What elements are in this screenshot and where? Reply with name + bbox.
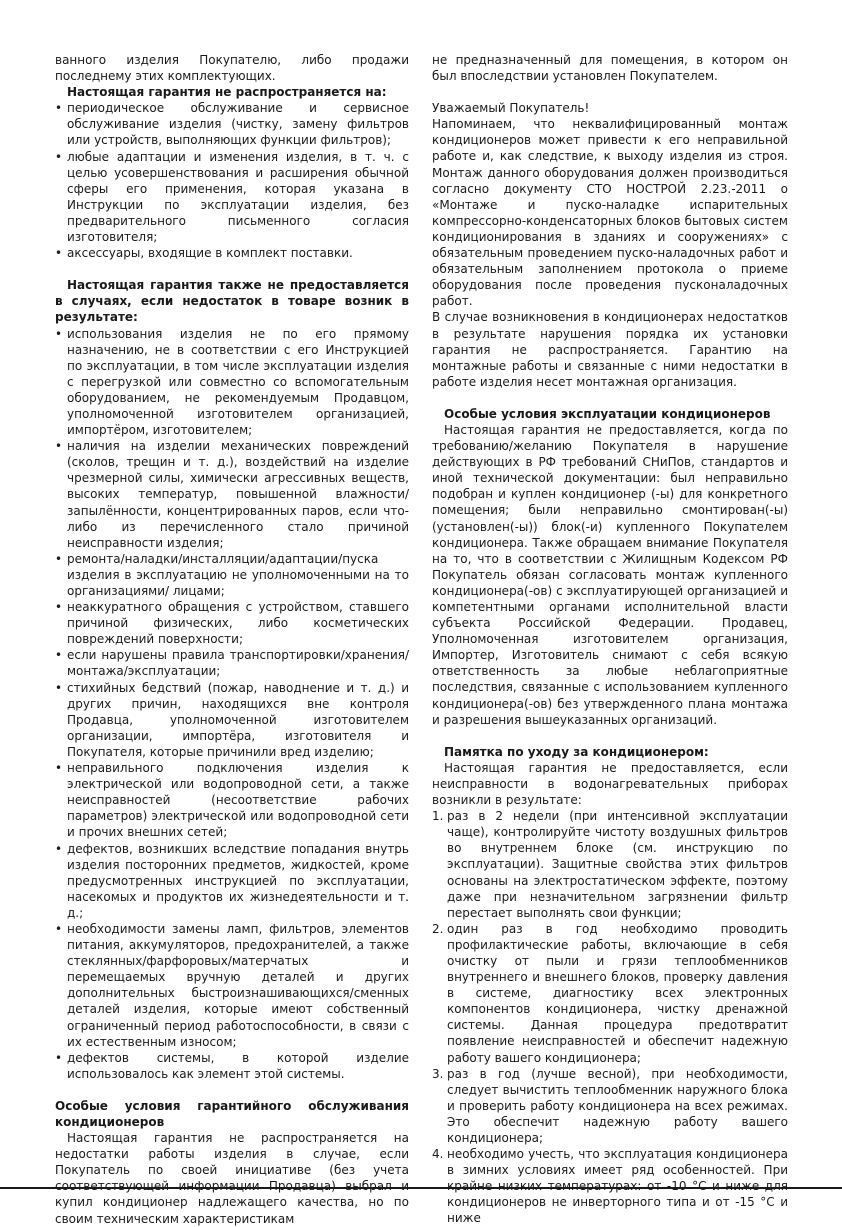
heading-ac-operation: Особые условия эксплуатации кондиционеров	[444, 406, 771, 421]
list-item: • любые адаптации и изменения изделия, в т. ч. с целью усовершенствования и расширения обычной сферы его применения, которая указана в Инструкции по эксплуатации изделия, без предварительного письменного согласия изготовителя;	[55, 149, 409, 246]
right-continuation-paragraph: не предназначенный для помещения, в котором он был впоследствии установлен Покупателем.	[432, 53, 788, 84]
list-item: • периодическое обслуживание и сервисное обслуживание изделия (чистку, замену фильтров или устройств, выполняющих функции фильтров);	[55, 100, 409, 148]
list-item: • дефектов, возникших вследствие попадания внутрь изделия посторонних предметов, жидкостей, кроме предусмотренных инструкцией по эксплуатации, насекомых и продуктов их жизнедеятельности и т. д.;	[55, 841, 409, 921]
list-item-number: 2.	[432, 921, 444, 936]
list-item: • неаккуратного обращения с устройством, ставшего причиной физических, либо косметических повреждений поверхности;	[55, 599, 409, 647]
right-column	[432, 52, 788, 1227]
list-item: • дефектов системы, в которой изделие использовалось как элемент этой системы.	[55, 1050, 409, 1082]
list-item-number: 4.	[432, 1147, 444, 1162]
care-steps-list	[432, 808, 788, 1226]
heading-warranty-not-apply: Настоящая гарантия не распространяется на:	[67, 85, 387, 100]
list-item: • если нарушены правила транспортировки/хранения/ монтажа/эксплуатации;	[55, 647, 409, 679]
list-item	[432, 1066, 788, 1146]
list-item-text: необходимо учесть, что эксплуатация кондиционера в зимних условиях имеет ряд особенностей. При кондиционеров не инверторного типа и от -15 °С и ниже	[447, 1147, 788, 1226]
heading-ac-care: Памятка по уходу за кондиционером:	[444, 744, 709, 759]
left-column	[55, 52, 409, 1227]
list-item: • неправильного подключения изделия к электрической или водопроводной сети, а также неисправностей (несоответствие рабочих параметров) электрической или водопроводной сети и прочих внешних сетей;	[55, 760, 409, 840]
list-item: • стихийных бедствий (пожар, наводнение и т. д.) и других причин, находящихся вне контроля Продавца, уполномоченной изготовителем организации, импортёра, изготовителя и Покупателя, которые причинили вред изделию;	[55, 680, 409, 760]
defect-causes-list	[55, 326, 409, 1082]
list-item: • ремонта/наладки/инсталляции/адаптации/пуска изделия в эксплуатацию не уполномоченными на то организациями/ лицами;	[55, 551, 409, 599]
list-item: • наличия на изделии механических повреждений (сколов, трещин и т. д.), воздействий на изделие чрезмерной силы, химически агрессивных веществ, высоких температур, повышенной влажности/запылённости, концентрированных паров, если что-либо из перечисленного стало причиной неисправности изделия;	[55, 438, 409, 551]
installation-reminder-paragraph: Напоминаем, что неквалифицированный монтаж кондиционеров может привести к его неправильной работе и, как следствие, к выходу изделия из строя. Монтаж данного оборудования должен производиться согласно документу СТО НОСТРОЙ 2.23.-2011 о «Монтаже и пуско-наладке испарительных компрессорно-конденсаторных блоков бытовых систем кондиционирования в зданиях и сооружениях» с обязательным проведением пуско-наладочных работ и обязательным заполнением протокола о приеме оборудования после проведения пусконаладочных работ.	[432, 117, 788, 309]
list-item-text: раз в год (лучше весной), при необходимости, следует вычистить теплообменник наружного блока и проверить работу кондиционера на всех режимах. Это обеспечит надежную работу вашего кондиционера;	[447, 1066, 788, 1145]
bottom-rule	[0, 1187, 842, 1189]
list-item-text: один раз в год необходимо проводить профилактические работы, включающие в себя очистку от пыли и грязи теплообменников внутреннего и внешнего блоков, проверку давления в системе, диагностику всех электронных компонентов кондиционера, чистку дренажной системы. Данная процедура предотвратит появление неисправностей и обеспечит надежную работу вашего кондиционера;	[447, 921, 788, 1065]
list-item	[432, 808, 788, 921]
list-item: • необходимости замены ламп, фильтров, элементов питания, аккумуляторов, предохранителей, а также стеклянных/фарфоровых/матерчатых и перемещаемых вручную деталей и других дополнительных быстроизнашивающихся/сменных деталей изделия, которые имеют собственный ограниченный период работоспособности, в связи с их естественным износом;	[55, 921, 409, 1050]
installation-violation-paragraph: В случае возникновения в кондиционерах недостатков в результате нарушения порядка их установки гарантия не распространяется. Гарантию на монтажные работы и связанные с ними недостатки в работе изделия несет монтажная организация.	[432, 310, 788, 389]
greeting: Уважаемый Покупатель!	[432, 101, 590, 116]
list-item-number: 3.	[432, 1066, 444, 1081]
list-item-text: раз в 2 недели (при интенсивной эксплуатации чаще), контролируйте чистоту воздушных фильтров во внутреннем блоке (см. инструкцию по эксплуатации). Защитные свойства этих фильтров основаны на электростатическом эффекте, поэтому даже при незначительном загрязнении фильтр перестает выполнять свои функции;	[447, 809, 788, 920]
list-item: • аксессуары, входящие в комплект поставки.	[55, 245, 409, 261]
ac-operation-paragraph: Настоящая гарантия не предоставляется, когда по требованию/желанию Покупателя в нарушение действующих в РФ требований СНиПов, стандартов и иной технической документации: был неправильно подобран и куплен кондиционер (-ы) для конкретного помещения; были неправильно смонтирован(-ы) (установлен(-ы)) блок(-и) купленного Покупателем кондиционера. Также обращаем внимание Покупателя на то, что в соответствии с Жилищным Кодексом РФ Покупатель обязан согласовать монтаж купленного кондиционера(-ов) с эксплуатирующей организацией и компетентными органами исполнительной власти субъекта Российской Федерации. Продавец, Уполномоченная изготовителем организация, Импортер, Изготовитель снимают с себя всякую ответственность за любые неблагоприятные последствия, связанные с использованием купленного кондиционера(-ов) без утвержденного плана монтажа и разрешения вышеуказанных организаций.	[432, 422, 788, 727]
left-intro-paragraph: ванного изделия Покупателю, либо продажи последнему этих комплектующих.	[55, 53, 409, 84]
heading-warranty-not-provided: Настоящая гарантия также не предоставляется в случаях, если недостаток в товаре возник в результате:	[55, 278, 409, 325]
ac-warranty-paragraph: Настоящая гарантия не распространяется на недостатки работы изделия в случае, если Покупатель по своей инициативе (без учета купил кондиционер надлежащего качества, но по своим техническим характеристикам	[55, 1131, 409, 1226]
ac-care-intro-paragraph: Настоящая гарантия не предоставляется, если неисправности в водонагревательных приборах возникли в результате:	[432, 760, 788, 808]
list-item: • использования изделия не по его прямому назначению, не в соответствии с его Инструкцией по эксплуатации, в том числе эксплуатации изделия с перегрузкой или совместно со вспомогательным оборудованием, не рекомендуемым Продавцом, уполномоченной изготовителем организацией, импортёром, изготовителем;	[55, 326, 409, 439]
list-item	[432, 921, 788, 1066]
exclusions-list	[55, 100, 409, 261]
heading-ac-warranty-service: Особые условия гарантийного обслуживания кондиционеров	[55, 1098, 409, 1129]
list-item-number: 1.	[432, 809, 444, 824]
